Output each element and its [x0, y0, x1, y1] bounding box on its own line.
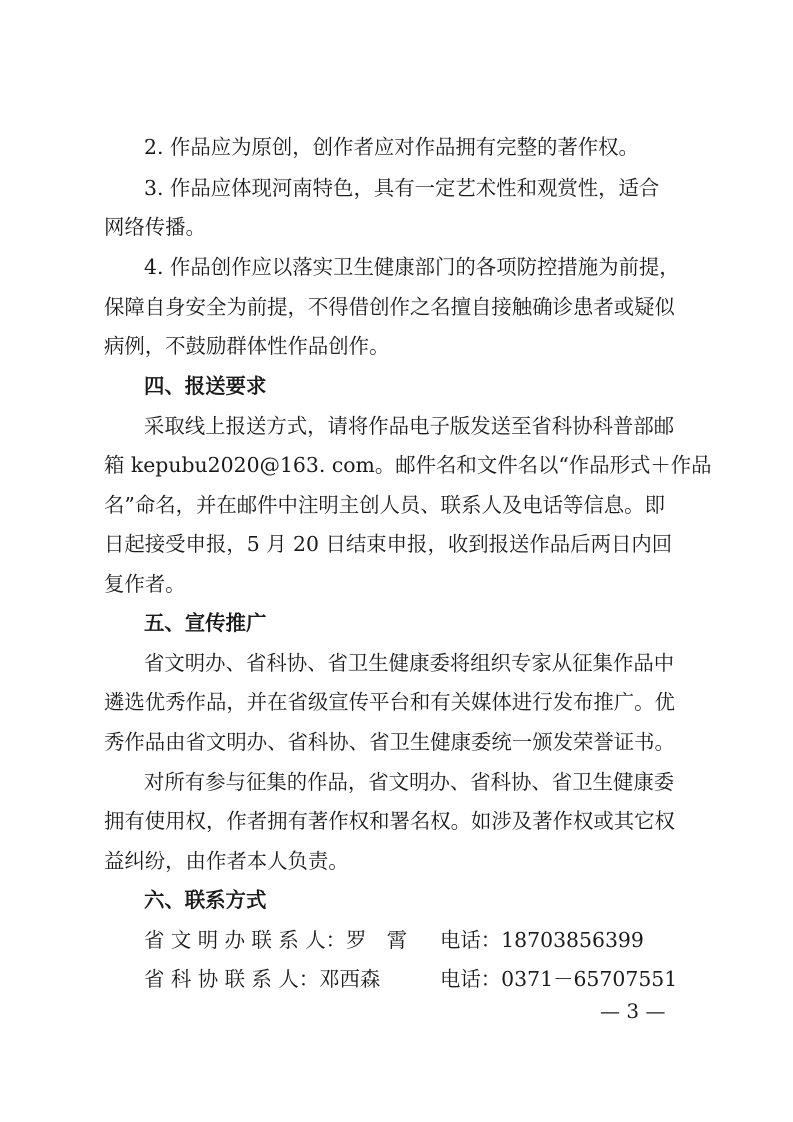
section-5-p1-line-2: [0, 685, 793, 719]
section-5-p2-line-1: [0, 765, 793, 799]
item-3-line-2: [0, 210, 793, 244]
contact-1-phone: 电话：18703856399: [440, 928, 644, 952]
section-4-line-1: [0, 409, 793, 443]
section-6-heading: [0, 883, 793, 917]
section-4-heading: [0, 369, 793, 403]
section-5-p2-line-3: [0, 844, 793, 878]
item-4-text-2: 保障自身安全为前提，不得借创作之名擅自接触确诊患者或疑似: [104, 295, 675, 319]
contact-row-2: [0, 962, 793, 996]
item-2-text: 2. 作品应为原创，创作者应对作品拥有完整的著作权。: [144, 135, 639, 159]
item-3-line-1: [0, 171, 793, 205]
section-5-p1-text-2: 遴选优秀作品，并在省级宣传平台和有关媒体进行发布推广。优: [104, 690, 675, 714]
section-4-text-3: 名”命名，并在邮件中注明主创人员、联系人及电话等信息。即: [104, 493, 665, 517]
section-4-line-4: [0, 527, 793, 561]
section-5-p1-line-1: [0, 646, 793, 680]
section-6-heading-text: 六、联系方式: [144, 888, 267, 912]
contact-1-label: 省 文 明 办 联 系 人：罗 霄: [144, 928, 408, 952]
item-3-text-2: 网络传播。: [104, 215, 206, 239]
item-2: [0, 130, 793, 164]
contact-2-phone: 电话：0371－65707551: [440, 967, 678, 991]
section-5-heading: [0, 606, 793, 640]
contact-row-1: [0, 923, 793, 957]
contact-2-label: 省 科 协 联 系 人：邓西森: [144, 967, 381, 991]
item-4-text-1: 4. 作品创作应以落实卫生健康部门的各项防控措施为前提，: [144, 255, 680, 279]
section-5-heading-text: 五、宣传推广: [144, 611, 267, 635]
section-4-text-4: 日起接受申报，5 月 20 日结束申报，收到报送作品后两日内回: [104, 532, 673, 556]
section-4-text-5: 复作者。: [104, 572, 186, 596]
section-5-p1-line-3: [0, 725, 793, 759]
item-3-text-1: 3. 作品应体现河南特色，具有一定艺术性和观赏性，适合: [144, 176, 660, 200]
item-4-text-3: 病例，不鼓励群体性作品创作。: [104, 334, 390, 358]
section-5-p2-text-3: 益纠纷，由作者本人负责。: [104, 849, 349, 873]
section-5-p2-text-1: 对所有参与征集的作品，省文明办、省科协、省卫生健康委: [144, 770, 675, 794]
section-5-p2-line-2: [0, 804, 793, 838]
section-4-text-2: 箱 kepubu2020@163. com。邮件名和文件名以“作品形式＋作品: [104, 453, 712, 477]
item-4-line-2: [0, 290, 793, 324]
item-4-line-3: [0, 329, 793, 363]
page-number: — 3 —: [600, 999, 666, 1023]
section-4-line-2: [0, 448, 793, 482]
section-4-text-1: 采取线上报送方式，请将作品电子版发送至省科协科普部邮: [144, 414, 675, 438]
item-4-line-1: [0, 250, 793, 284]
section-4-line-3: [0, 488, 793, 522]
section-5-p1-text-3: 秀作品由省文明办、省科协、省卫生健康委统一颁发荣誉证书。: [104, 730, 675, 754]
section-4-line-5: [0, 567, 793, 601]
section-5-p2-text-2: 拥有使用权，作者拥有著作权和署名权。如涉及著作权或其它权: [104, 809, 675, 833]
section-4-heading-text: 四、报送要求: [144, 374, 267, 398]
section-5-p1-text-1: 省文明办、省科协、省卫生健康委将组织专家从征集作品中: [144, 651, 675, 675]
